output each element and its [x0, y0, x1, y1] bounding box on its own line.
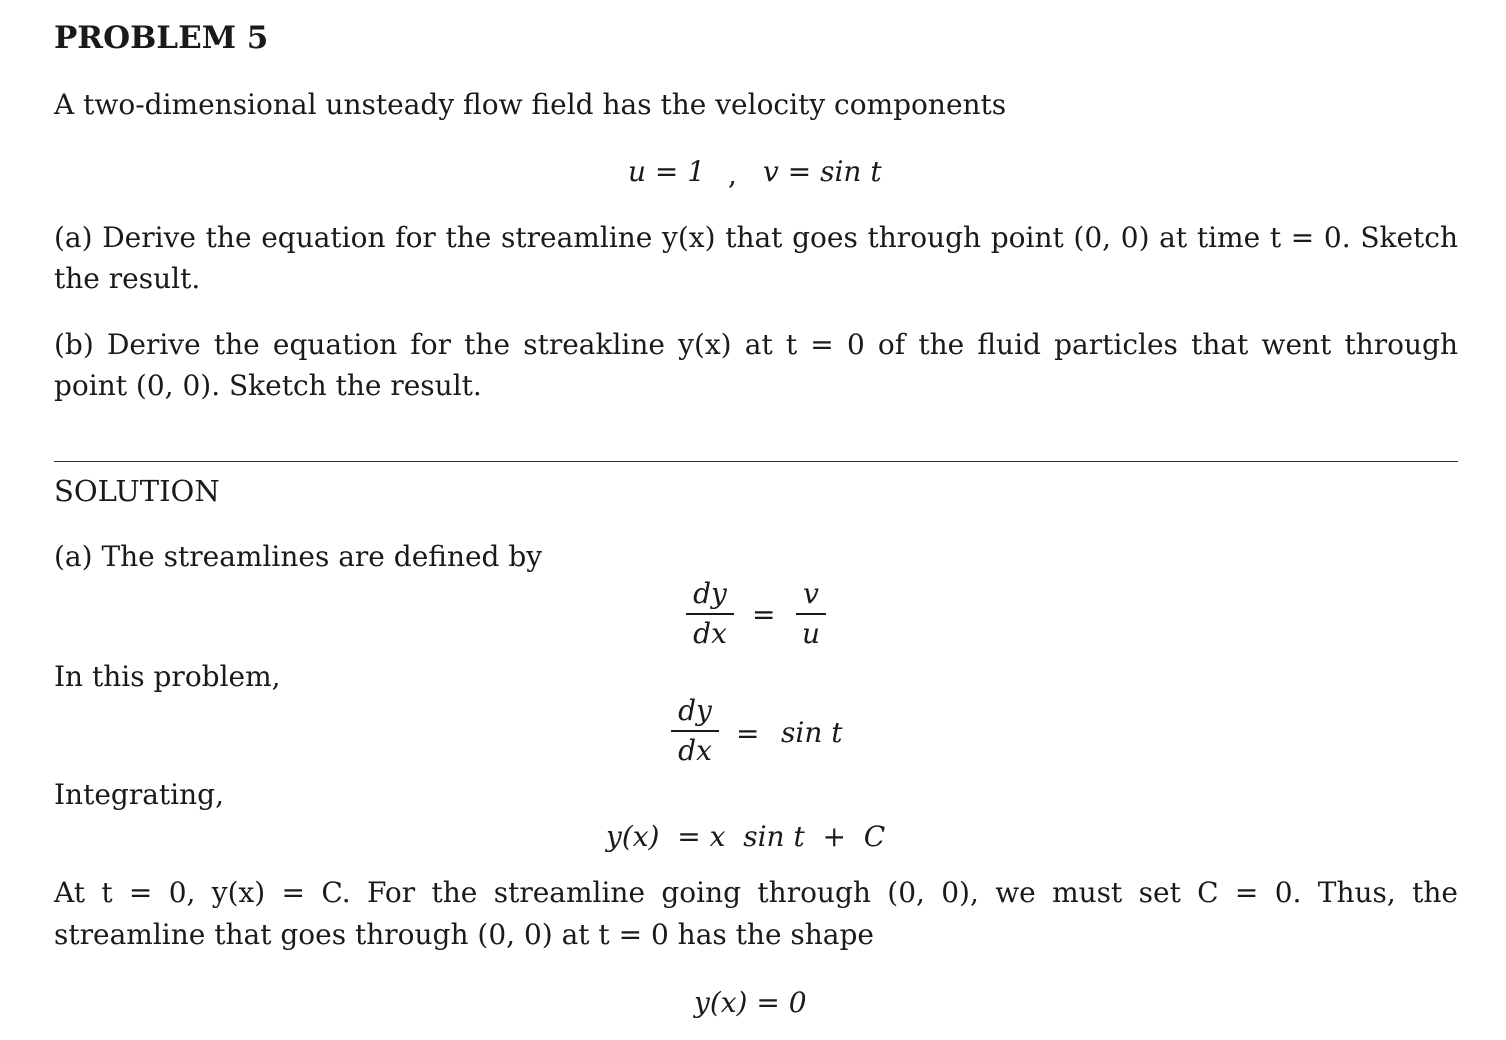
eq2-equals: =: [736, 717, 760, 750]
eq1-lhs-numerator: dy: [693, 577, 727, 610]
eq1-equals: =: [752, 598, 776, 631]
eq1-rhs-bar: [796, 613, 826, 615]
problem-title: PROBLEM 5: [54, 20, 269, 56]
eq1-rhs-denominator: u: [801, 617, 821, 650]
velocity-equation-v: v = sin t: [763, 155, 882, 188]
integrating-text: Integrating,: [54, 778, 224, 811]
eq1-rhs-fraction: [796, 577, 826, 651]
in-this-problem-text: In this problem,: [54, 660, 281, 693]
eq1-rhs-numerator: v: [803, 577, 819, 610]
eq3-integrated: y(x) = x sin t + C: [606, 820, 886, 853]
velocity-equation-u: u = 1: [628, 155, 706, 188]
part-b-line1: (b) Derive the equation for the streakline y(x) at t = 0 of the fluid particles that went through: [54, 328, 1458, 361]
eq2-lhs-bar: [671, 730, 719, 732]
part-a-line2: the result.: [54, 262, 201, 295]
eq2-rhs: sin t: [781, 716, 843, 749]
problem-intro: A two-dimensional unsteady flow field has the velocity components: [54, 88, 1007, 121]
eq2-lhs-numerator: dy: [678, 694, 712, 727]
part-b-line2: point (0, 0). Sketch the result.: [54, 369, 482, 402]
eq1-lhs-bar: [686, 613, 734, 615]
eq4-streamline-result: y(x) = 0: [694, 986, 807, 1019]
solution-a-intro: (a) The streamlines are defined by: [54, 540, 543, 573]
at-t0-line1: At t = 0, y(x) = C. For the streamline going through (0, 0), we must set C = 0. Thus, the: [54, 876, 1458, 909]
solution-heading: SOLUTION: [54, 474, 220, 508]
section-divider: [54, 461, 1458, 462]
at-t0-line2: streamline that goes through (0, 0) at t = 0 has the shape: [54, 918, 874, 951]
eq1-lhs-denominator: dx: [693, 617, 727, 650]
eq1-lhs-fraction: [686, 577, 734, 651]
eq2-lhs-fraction: [671, 694, 719, 768]
eq2-lhs-denominator: dx: [678, 734, 712, 767]
part-a-line1: (a) Derive the equation for the streamline y(x) that goes through point (0, 0) at time t = 0. Sketch: [54, 221, 1458, 254]
velocity-equation-comma: ,: [728, 158, 737, 191]
